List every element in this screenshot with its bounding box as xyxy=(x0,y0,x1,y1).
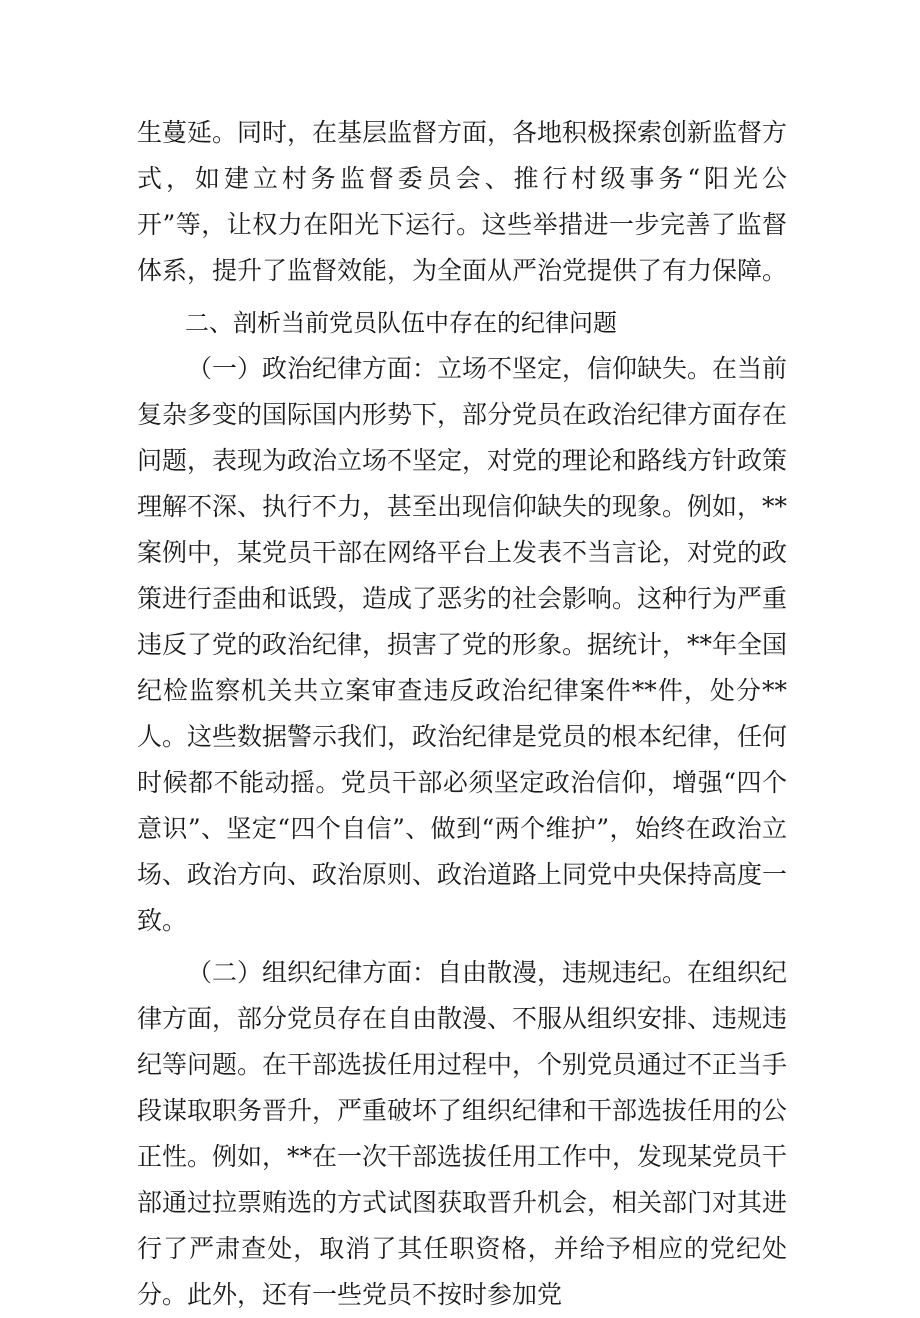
section-heading: 二、剖析当前党员队伍中存在的纪律问题 xyxy=(185,309,617,337)
paragraph-organizational-discipline: （二）组织纪律方面：自由散漫，违规违纪。在组织纪律方面，部分党员存在自由散漫、不服从组织安排、违规违纪等问题。在干部选拔任用过程中，个别党员通过不正当手段谋取职务晋升，严重破坏了组织纪律和干部选拔任用的公正性。例如，**在一次干部选拔任用工作中，发现某党员干部通过拉票贿选的方式试图获取晋升机会，相关部门对其进行了严肃查处，取消了其任职资格，并给予相应的党纪处分。此外，还有一些党员不按时参加党 xyxy=(137,958,788,1309)
paragraph-continuation: 生蔓延。同时，在基层监督方面，各地积极探索创新监督方式，如建立村务监督委员会、推行村级事务“阳光公开”等，让权力在阳光下运行。这些举措进一步完善了监督体系，提升了监督效能，为全面从严治党提供了有力保障。 xyxy=(137,118,788,285)
paragraph-political-discipline: （一）政治纪律方面：立场不坚定，信仰缺失。在当前复杂多变的国际国内形势下，部分党员在政治纪律方面存在问题，表现为政治立场不坚定，对党的理论和路线方针政策理解不深、执行不力，甚至出现信仰缺失的现象。例如，**案例中，某党员干部在网络平台上发表不当言论，对党的政策进行歪曲和诋毁，造成了恶劣的社会影响。这种行为严重违反了党的政治纪律，损害了党的形象。据统计，**年全国纪检监察机关共立案审查违反政治纪律案件**件，处分**人。这些数据警示我们，政治纪律是党员的根本纪律，任何时候都不能动摇。党员干部必须坚定政治信仰，增强“四个意识”、坚定“四个自信”、做到“两个维护”，始终在政治立场、政治方向、政治原则、政治道路上同党中央保持高度一致。 xyxy=(137,354,788,935)
document-body xyxy=(137,110,787,1318)
